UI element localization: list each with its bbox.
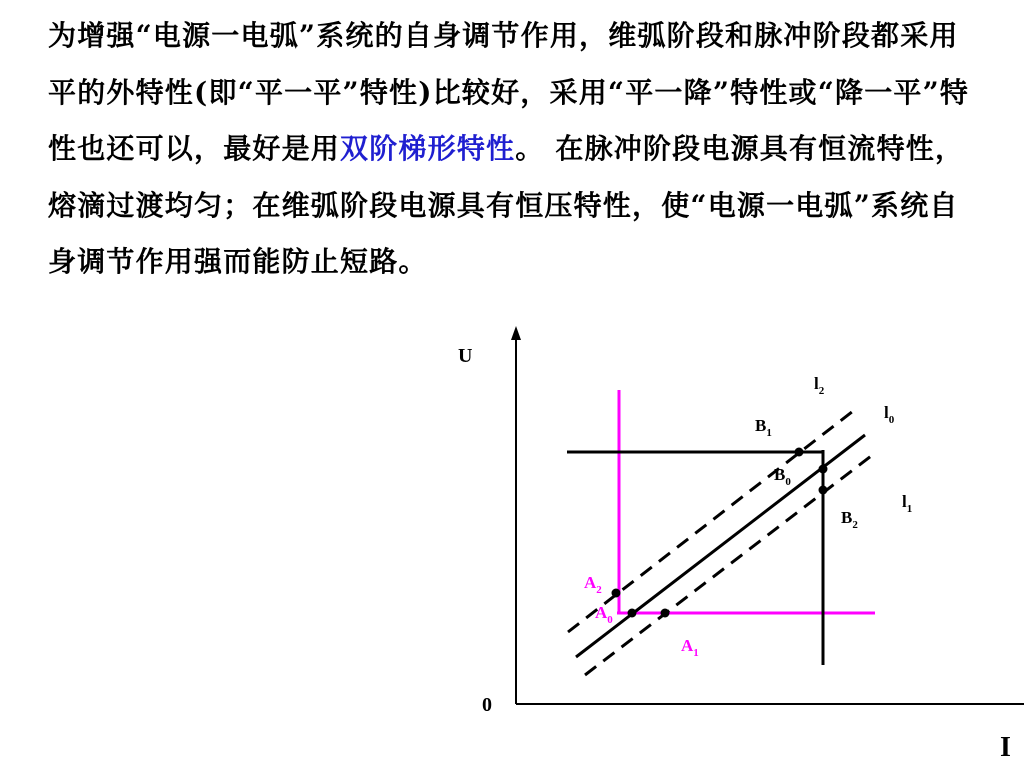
x-axis-label: I [1000, 732, 1011, 763]
point-b1 [795, 448, 804, 457]
point-a2 [612, 589, 621, 598]
y-axis-arrow [511, 326, 521, 340]
paragraph-text-1: 为增强“电源一电弧”系统的自身调节作用，维弧阶段和脉冲阶段都采用平的外特性(即“平一平”特性)比较好，采用“平一降”特性或“降一平”特性也还可以，最好是用 [48, 19, 970, 165]
label-l2: $l_2$ [814, 374, 825, 397]
paragraph-highlight: 双阶梯形特性 [340, 132, 516, 165]
label-a1: $A_1$ [681, 636, 699, 659]
arc-line-l1 [585, 453, 875, 675]
label-a2: $A_2$ [584, 573, 602, 596]
label-l1: $l_1$ [902, 492, 913, 515]
origin-label: 0 [482, 694, 492, 716]
y-axis-label: U [458, 345, 473, 367]
label-b2: $B_2$ [841, 508, 858, 531]
point-b0 [819, 465, 828, 474]
point-a1 [661, 609, 670, 618]
point-b2 [819, 486, 828, 495]
arc-line-l2 [568, 408, 857, 632]
label-a0: $A_0$ [595, 603, 613, 626]
label-b1: $B_1$ [755, 416, 772, 439]
label-b0: $B_0$ [774, 465, 791, 488]
label-l0: $l_0$ [884, 403, 895, 426]
point-a0 [628, 609, 637, 618]
paragraph-text-2: 。 在脉冲阶段电源具有恒流特性，熔滴过渡均匀；在维弧阶段电源具有恒压特性，使“电源一电弧”系统自身调节作用强而能防止短路。 [48, 132, 965, 278]
